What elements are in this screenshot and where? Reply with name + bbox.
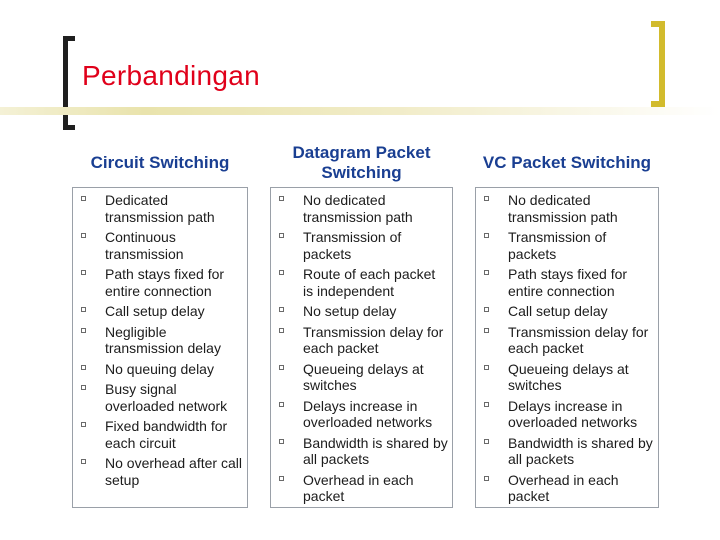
square-bullet-icon [81,422,86,427]
list-item [271,229,452,262]
list-item-text: Busy signal overloaded network [105,381,228,414]
square-bullet-icon [279,307,284,312]
list-item-text: Negligible transmission delay [105,323,221,356]
square-bullet-icon [484,233,489,238]
item-list [476,188,658,505]
column-heading: Circuit Switching [90,152,230,172]
square-bullet-icon [279,196,284,201]
column-box [475,187,659,508]
square-bullet-icon [484,307,489,312]
list-item [476,398,658,431]
square-bullet-icon [484,365,489,370]
list-item-text: Transmission delay for each packet [508,323,649,356]
square-bullet-icon [81,307,86,312]
list-item-text: No overhead after call setup [105,455,242,488]
square-bullet-icon [279,233,284,238]
title-bracket-right [651,21,665,107]
list-item-text: Route of each packet is independent [303,266,436,299]
square-bullet-icon [81,459,86,464]
list-item [476,192,658,225]
title-underline-band [0,107,720,115]
list-item [73,361,247,378]
square-bullet-icon [279,476,284,481]
square-bullet-icon [484,476,489,481]
list-item-text: No setup delay [303,303,397,319]
list-item-text: Queueing delays at switches [508,360,629,393]
square-bullet-icon [279,365,284,370]
list-item-text: Bandwidth is shared by all packets [303,434,448,467]
column-heading: Datagram Packet Switching [292,142,431,182]
list-item [271,435,452,468]
list-item-text: No dedicated transmission path [508,192,618,225]
square-bullet-icon [81,270,86,275]
list-item-text: Call setup delay [508,303,608,319]
list-item-text: Overhead in each packet [508,471,619,504]
square-bullet-icon [484,196,489,201]
list-item-text: Delays increase in overloaded networks [303,397,433,430]
list-item [271,192,452,225]
list-item-text: No queuing delay [105,360,214,377]
list-item-text: Delays increase in overloaded networks [508,397,638,430]
list-item [73,381,247,414]
list-item [476,266,658,299]
list-item [476,303,658,320]
square-bullet-icon [484,328,489,333]
list-item-text: No dedicated transmission path [303,192,413,225]
square-bullet-icon [279,402,284,407]
slide-title: Perbandingan [82,60,260,91]
column-datagram-packet-switching [270,140,453,508]
list-item [476,472,658,505]
square-bullet-icon [279,270,284,275]
square-bullet-icon [81,328,86,333]
list-item [476,361,658,394]
list-item [271,472,452,505]
column-heading: VC Packet Switching [482,152,652,172]
list-item [73,324,247,357]
square-bullet-icon [279,439,284,444]
list-item-text: Path stays fixed for entire connection [105,266,225,299]
list-item [476,435,658,468]
list-item [73,192,247,225]
list-item-text: Bandwidth is shared by all packets [508,434,653,467]
column-circuit-switching [72,140,248,508]
square-bullet-icon [81,196,86,201]
item-list [73,188,247,488]
square-bullet-icon [81,233,86,238]
list-item [476,324,658,357]
list-item [271,303,452,320]
square-bullet-icon [484,439,489,444]
list-item-text: Overhead in each packet [303,471,414,504]
square-bullet-icon [484,270,489,275]
list-item [271,324,452,357]
item-list [271,188,452,505]
list-item [73,418,247,451]
list-item-text: Queueing delays at switches [303,360,424,393]
square-bullet-icon [81,365,86,370]
list-item [476,229,658,262]
list-item [73,455,247,488]
column-box [270,187,453,508]
column-vc-packet-switching [475,140,659,508]
list-item [271,361,452,394]
list-item-text: Transmission delay for each packet [303,323,444,356]
list-item-text: Path stays fixed for entire connection [508,266,628,299]
list-item [73,303,247,320]
list-item-text: Transmission of packets [508,229,607,262]
list-item-text: Continuous transmission [105,229,184,262]
list-item-text: Transmission of packets [303,229,402,262]
list-item-text: Fixed bandwidth for each circuit [105,418,228,451]
list-item [73,229,247,262]
list-item [73,266,247,299]
square-bullet-icon [279,328,284,333]
square-bullet-icon [81,385,86,390]
list-item [271,398,452,431]
list-item [271,266,452,299]
list-item-text: Dedicated transmission path [105,192,215,225]
title-bracket-left [63,36,75,130]
column-box [72,187,248,508]
square-bullet-icon [484,402,489,407]
list-item-text: Call setup delay [105,303,205,319]
